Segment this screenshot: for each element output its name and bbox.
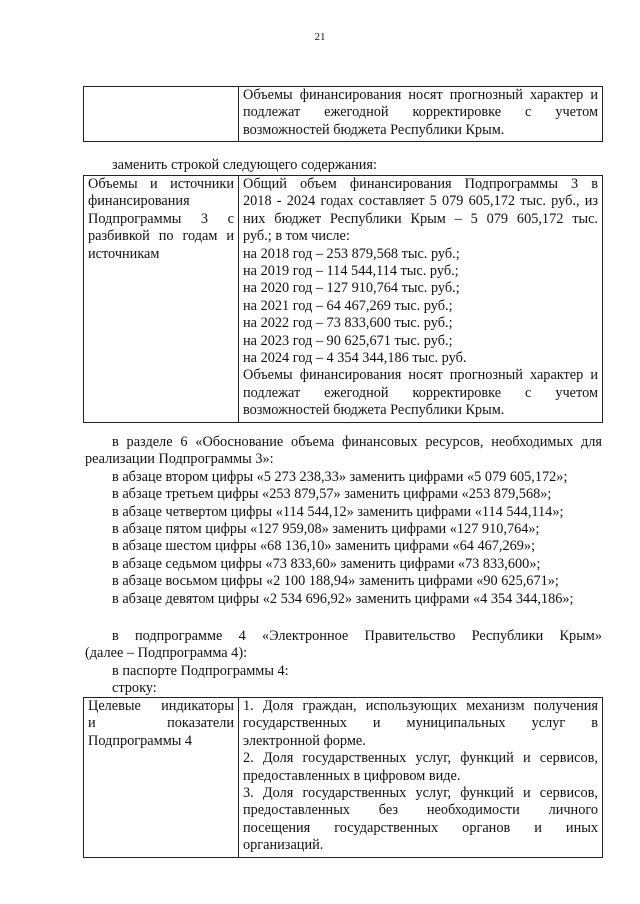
table-cell-right [239, 176, 603, 423]
cell-line: Целевые индикаторы [88, 698, 234, 714]
cell-line: Подпрограммы 4 [88, 732, 193, 749]
list-item: в абзаце восьмом цифры «2 100 188,94» заменить цифрами «90 625,671»; [112, 573, 559, 590]
list-item: в абзаце шестом цифры «68 136,10» заменить цифрами «64 467,269»; [112, 538, 536, 555]
table-cell-left [84, 87, 239, 142]
list-item: в абзаце девятом цифры «2 534 696,92» заменить цифрами «4 354 344,186»; [112, 590, 574, 607]
cell-line: на 2020 год – 127 910,764 тыс. руб.; [243, 280, 460, 297]
funding-note-table [83, 86, 603, 142]
cell-line: предоставленных в цифровом виде. [243, 767, 461, 784]
replace-instruction: заменить строкой следующего содержания: [112, 157, 377, 173]
section6-intro-cont: реализации Подпрограммы 3»: [85, 451, 274, 468]
cell-line: возможностей бюджета Республики Крым. [243, 402, 505, 419]
cell-line: 2018 - 2024 годах составляет 5 079 605,172 тыс. руб., из [243, 193, 598, 210]
cell-line: 2. Доля государственных услуг, функций и сервисов, [243, 750, 598, 767]
cell-line: Объемы финансирования носят прогнозный характер и [243, 367, 598, 384]
list-item: в абзаце втором цифры «5 273 238,33» заменить цифрами «5 079 605,172»; [112, 468, 568, 485]
table-cell-right [239, 87, 603, 142]
page-number: 21 [314, 31, 326, 43]
cell-line: на 2022 год – 73 833,600 тыс. руб.; [243, 315, 453, 332]
cell-line: Подпрограммы 3 с [88, 210, 234, 227]
cell-line: государственных и муниципальных услуг в [243, 715, 598, 732]
cell-line: Объемы финансирования носят прогнозный характер и [243, 87, 598, 103]
cell-line: них бюджет Республики Крым – 5 079 605,172 тыс. [243, 210, 598, 227]
cell-line: на 2024 год – 4 354 344,186 тыс. руб. [243, 350, 467, 367]
cell-line: предоставленных без необходимости личного [243, 802, 598, 819]
subprogram4-intro-cont: (далее – Подпрограмма 4): [85, 645, 248, 662]
cell-line: источникам [88, 245, 160, 262]
subprogram4-block [85, 628, 602, 698]
section6-items [85, 469, 602, 608]
funding-sources-table [83, 175, 603, 423]
table-row [84, 698, 603, 858]
table-row [84, 87, 603, 142]
cell-line: руб.; в том числе: [243, 228, 350, 245]
cell-line: организаций. [243, 837, 324, 854]
cell-line: и показатели [88, 715, 234, 732]
table-row [84, 176, 603, 423]
cell-line: на 2018 год – 253 879,568 тыс. руб.; [243, 245, 460, 262]
cell-line: подлежат ежегодной корректировке с учетом [243, 104, 598, 121]
cell-line: 1. Доля граждан, использующих механизм получения [243, 698, 598, 714]
cell-line: на 2023 год – 90 625,671 тыс. руб.; [243, 332, 453, 349]
subprogram4-intro: в подпрограмме 4 «Электронное Правительство Республики Крым» [112, 628, 602, 644]
table-cell-left [84, 698, 239, 858]
section6-intro: в разделе 6 «Обоснование объема финансовых ресурсов, необходимых для [112, 434, 602, 450]
indicators-table [83, 697, 603, 858]
cell-line: Общий объем финансирования Подпрограммы 3 в [243, 176, 598, 192]
table-cell-right [239, 698, 603, 858]
cell-line: на 2019 год – 114 544,114 тыс. руб.; [243, 263, 459, 280]
row-line: строку: [112, 680, 157, 697]
section6-block [85, 434, 602, 608]
passport-line: в паспорте Подпрограммы 4: [112, 662, 289, 679]
cell-line: финансирования [88, 193, 190, 210]
cell-line: Объемы и источники [88, 176, 234, 192]
cell-line: разбивкой по годам и [88, 228, 234, 245]
cell-line: возможностей бюджета Республики Крым. [243, 121, 505, 138]
cell-line: посещения государственных органов и иных [243, 819, 598, 836]
list-item: в абзаце пятом цифры «127 959,08» заменить цифрами «127 910,764»; [112, 521, 540, 538]
cell-line: на 2021 год – 64 467,269 тыс. руб.; [243, 297, 453, 314]
cell-line: 3. Доля государственных услуг, функций и сервисов, [243, 785, 598, 802]
list-item: в абзаце седьмом цифры «73 833,60» заменить цифрами «73 833,600»; [112, 555, 541, 572]
cell-line: электронной форме. [243, 732, 366, 749]
list-item: в абзаце третьем цифры «253 879,57» заменить цифрами «253 879,568»; [112, 486, 552, 503]
table-cell-left [84, 176, 239, 423]
list-item: в абзаце четвертом цифры «114 544,12» заменить цифрами «114 544,114»; [112, 503, 564, 520]
cell-line: подлежат ежегодной корректировке с учетом [243, 384, 598, 401]
